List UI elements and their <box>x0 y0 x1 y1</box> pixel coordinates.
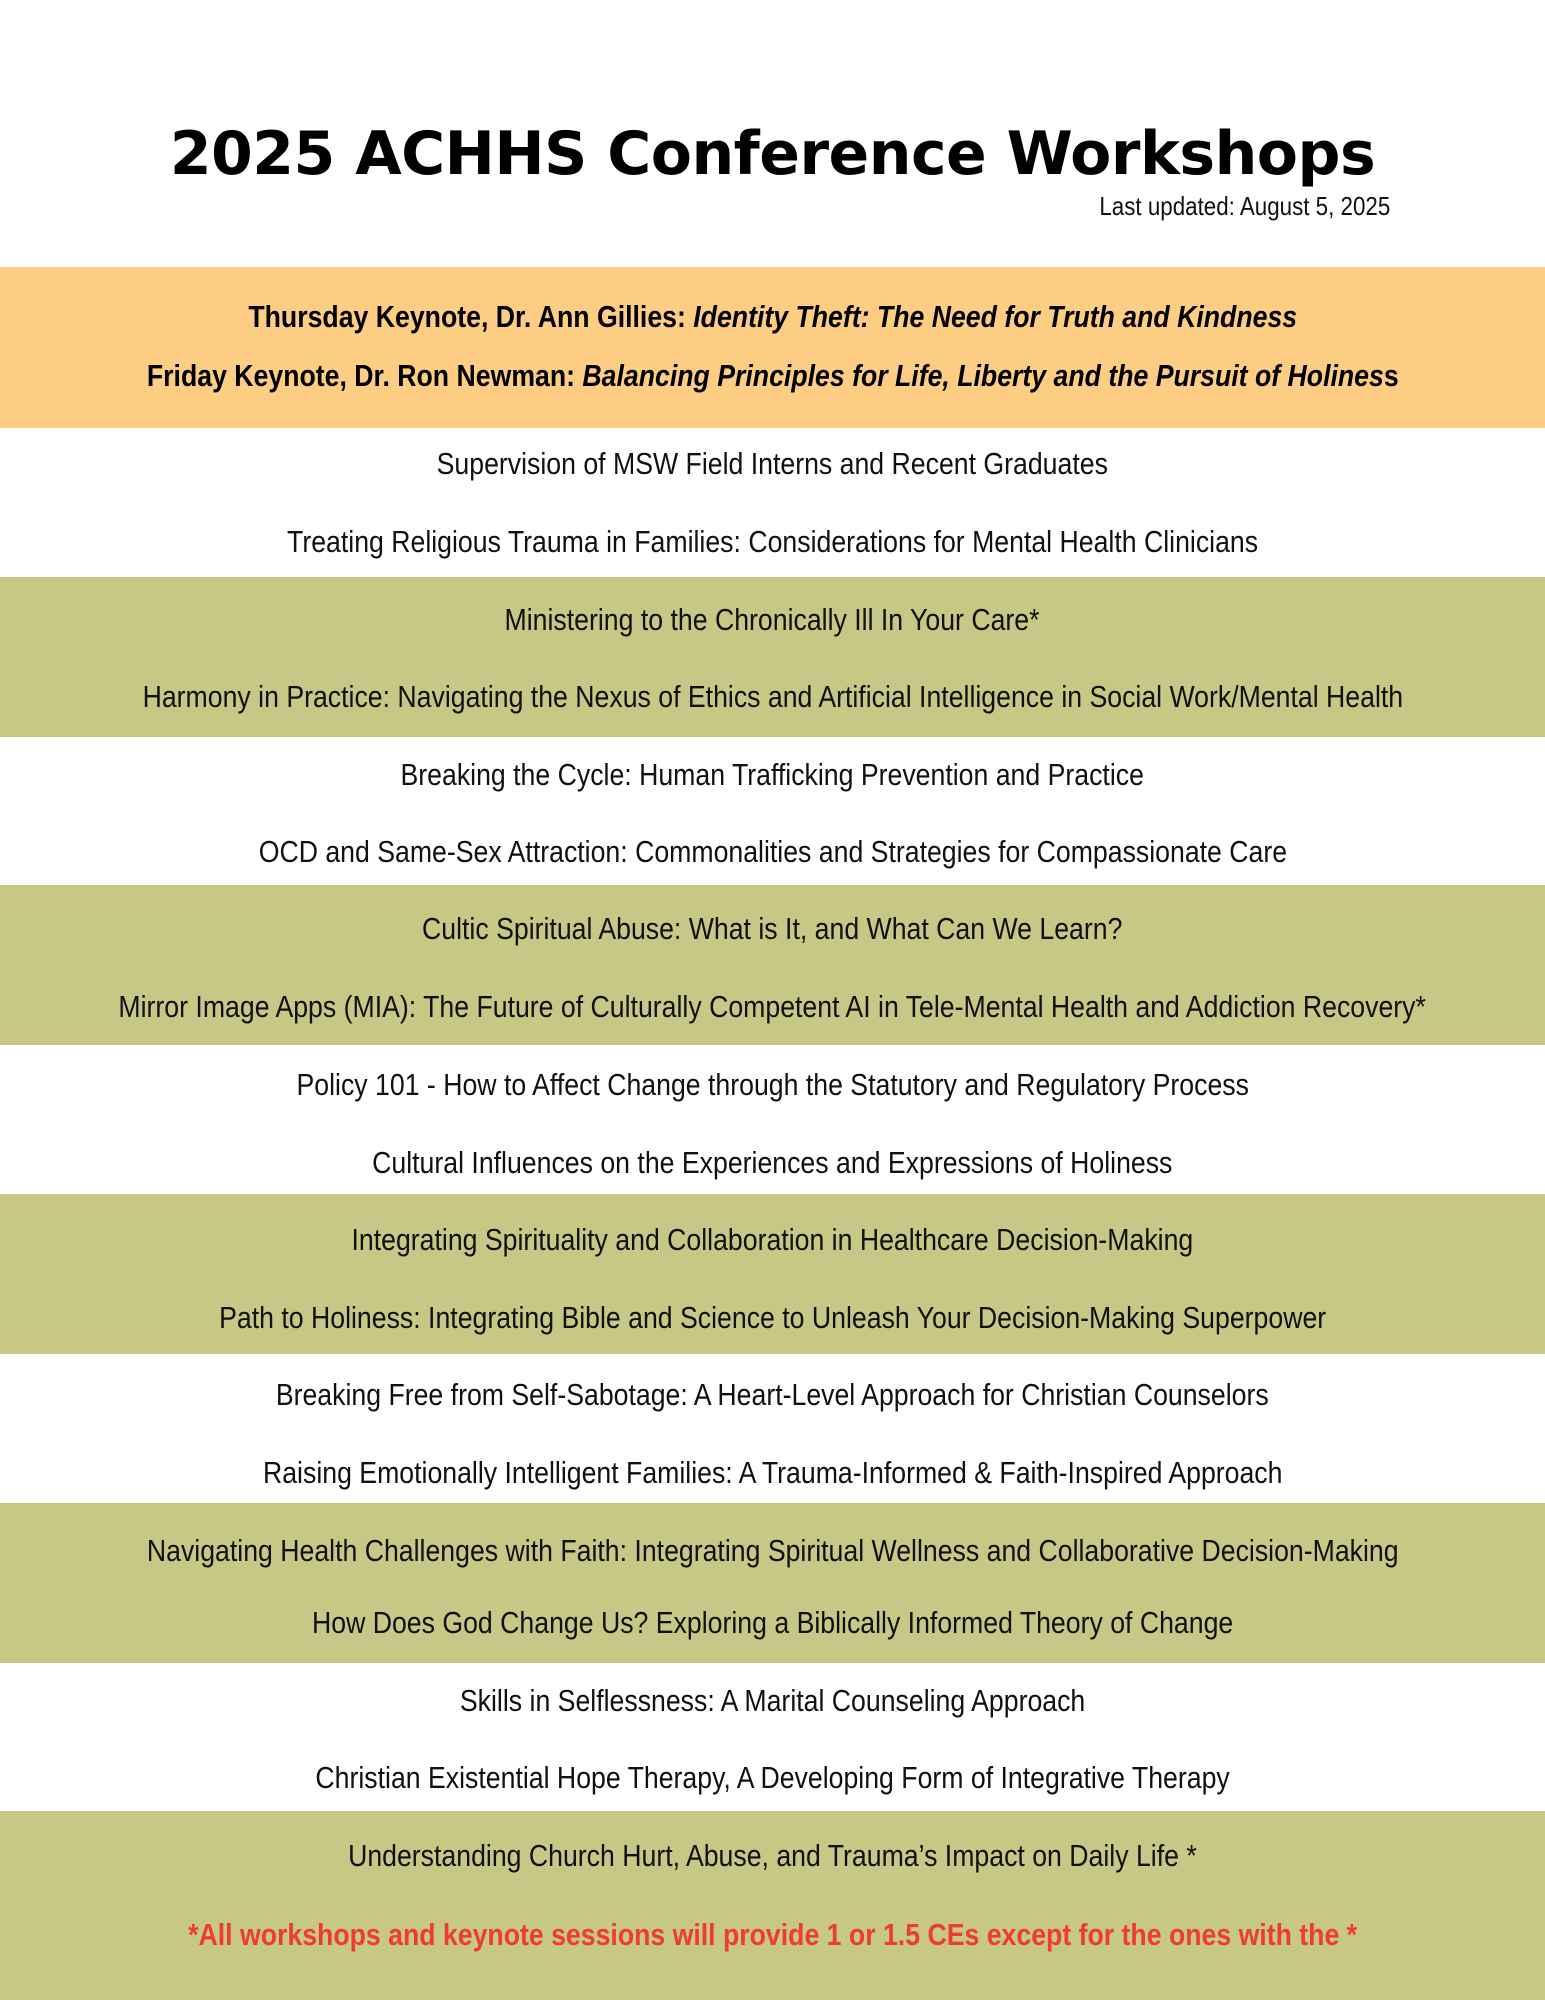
workshop-item: Treating Religious Trauma in Families: Considerations for Mental Health Clinicians <box>286 524 1259 559</box>
workshop-item: Breaking the Cycle: Human Trafficking Prevention and Practice <box>400 757 1145 792</box>
workshop-item: Path to Holiness: Integrating Bible and Science to Unleash Your Decision-Making Superpower <box>218 1300 1327 1335</box>
workshop-item: Supervision of MSW Field Interns and Recent Graduates <box>436 446 1109 481</box>
keynote-friday <box>0 351 1545 401</box>
keynote-thursday-label: Thursday Keynote, Dr. Ann Gillies: <box>248 299 694 334</box>
workshop-item: Ministering to the Chronically Ill In Your Care* <box>505 602 1040 637</box>
workshop-item: Understanding Church Hurt, Abuse, and Trauma’s Impact on Daily Life * <box>348 1838 1197 1873</box>
ce-footnote: *All workshops and keynote sessions will provide 1 or 1.5 CEs except for the ones with the * <box>188 1917 1357 1952</box>
workshop-item: Mirror Image Apps (MIA): The Future of Culturally Competent AI in Tele-Mental Health and Addiction Recovery* <box>118 989 1427 1024</box>
keynote-friday-label: Friday Keynote, Dr. Ron Newman: <box>146 358 583 393</box>
workshop-item: Cultural Influences on the Experiences and Expressions of Holiness <box>372 1145 1173 1180</box>
keynote-thursday-title: Identity Theft: The Need for Truth and Kindness <box>693 299 1297 334</box>
last-updated-label: Last updated: August 5, 2025 <box>1099 191 1390 221</box>
page-title: 2025 ACHHS Conference Workshops <box>169 119 1376 189</box>
workshop-item: Navigating Health Challenges with Faith: Integrating Spiritual Wellness and Collaborative Decision-Making <box>146 1533 1399 1568</box>
workshop-item: Harmony in Practice: Navigating the Nexus of Ethics and Artificial Intelligence in Social Work/Mental Health <box>142 679 1403 714</box>
keynote-thursday <box>0 292 1545 342</box>
workshop-item: Policy 101 - How to Affect Change through the Statutory and Regulatory Process <box>296 1067 1249 1102</box>
workshop-item: Raising Emotionally Intelligent Families: A Trauma-Informed & Faith-Inspired Approach <box>262 1455 1283 1490</box>
workshop-item: Christian Existential Hope Therapy, A Developing Form of Integrative Therapy <box>315 1760 1230 1795</box>
workshop-item: Skills in Selflessness: A Marital Counseling Approach <box>459 1683 1086 1718</box>
workshop-item: Cultic Spiritual Abuse: What is It, and What Can We Learn? <box>422 911 1123 946</box>
page-header <box>0 0 1545 267</box>
workshop-item: OCD and Same-Sex Attraction: Commonalities and Strategies for Compassionate Care <box>258 834 1287 869</box>
workshop-item: How Does God Change Us? Exploring a Biblically Informed Theory of Change <box>311 1605 1234 1640</box>
keynote-friday-title: Balancing Principles for Life, Liberty and the Pursuit of Holines <box>582 358 1384 393</box>
workshop-item: Breaking Free from Self-Sabotage: A Heart-Level Approach for Christian Counselors <box>276 1377 1269 1412</box>
workshop-item: Integrating Spirituality and Collaboration in Healthcare Decision-Making <box>351 1222 1194 1257</box>
keynote-friday-suffix: s <box>1383 358 1399 393</box>
